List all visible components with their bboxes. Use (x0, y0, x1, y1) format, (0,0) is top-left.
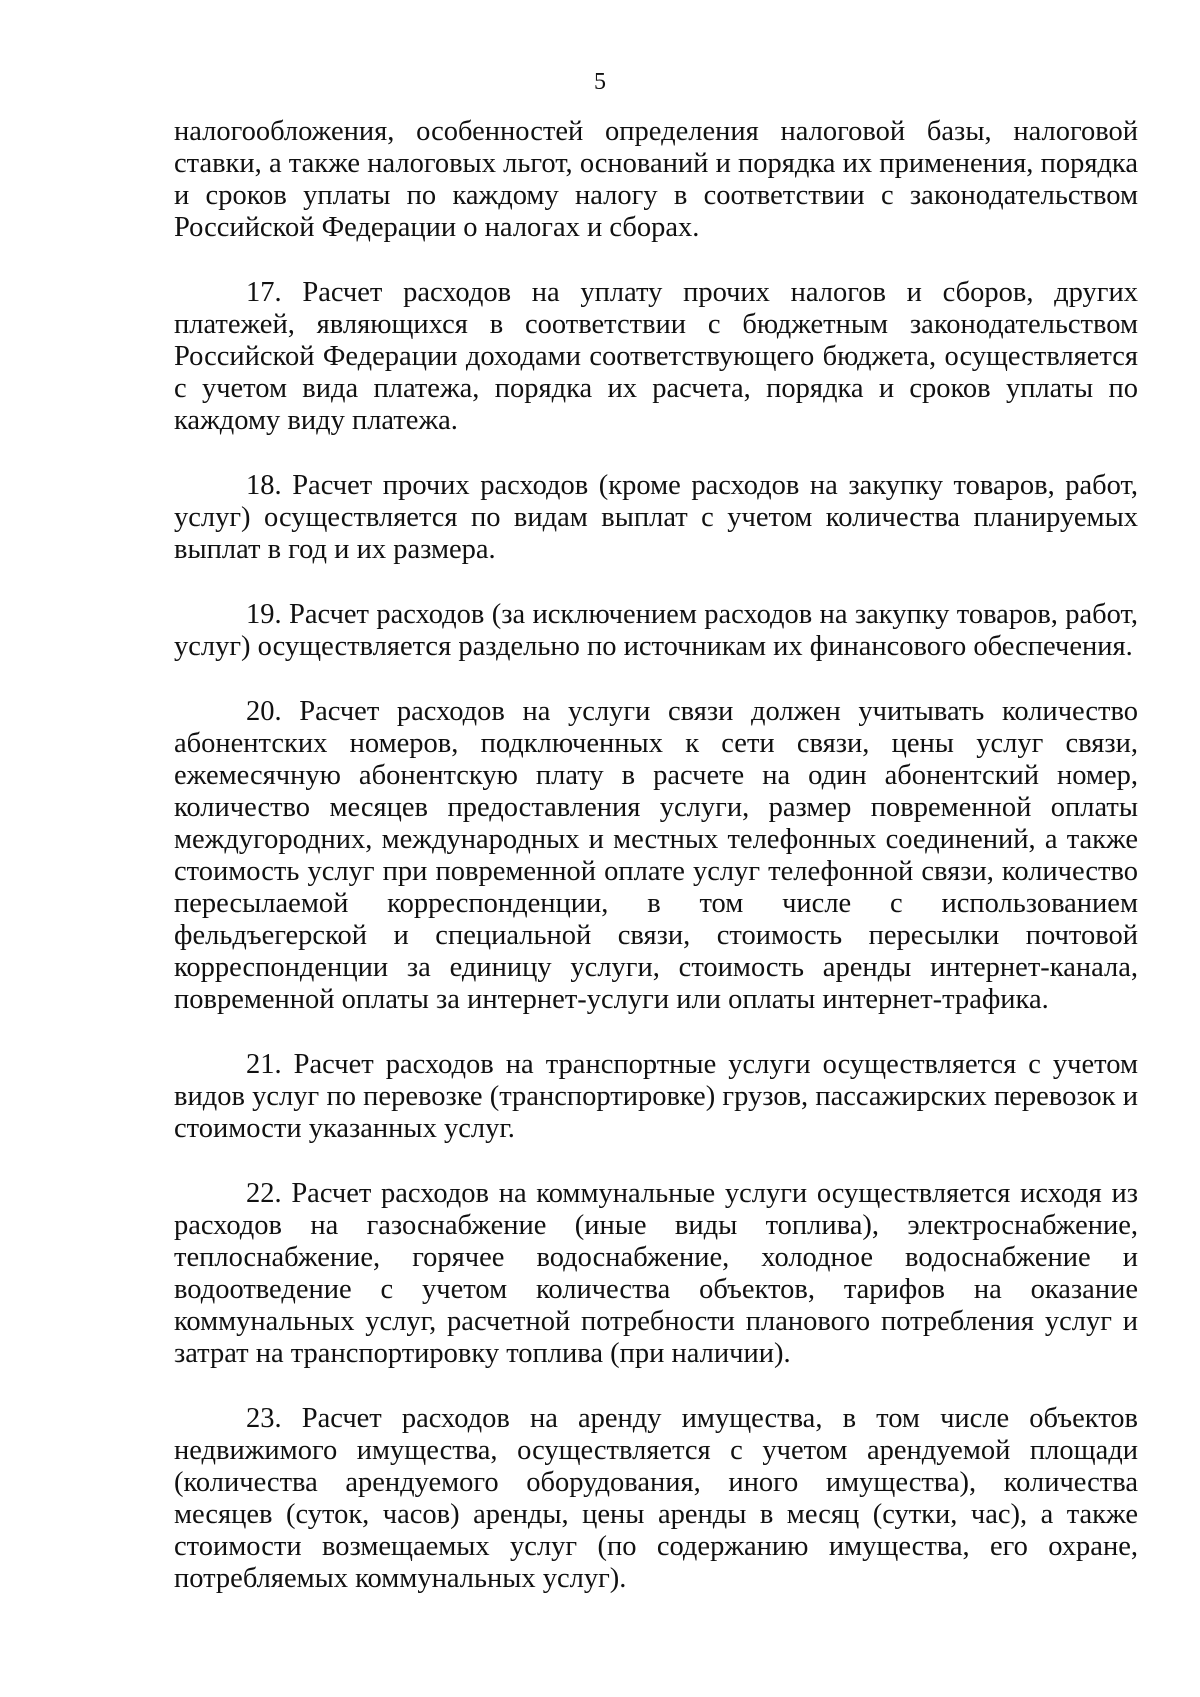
document-body (174, 116, 1138, 1628)
paragraph-21: 21. Расчет расходов на транспортные услуги осуществляется с учетом видов услуг по перевозке (транспортировке) грузов, пассажирских перевозок и стоимости указанных услуг. (174, 1049, 1138, 1144)
paragraph-continuation: налогообложения, особенностей определения налоговой базы, налоговой ставки, а также налоговых льгот, оснований и порядка их применения, порядка и сроков уплаты по каждому налогу в соответствии с законодательством Российской Федерации о налогах и сборах. (174, 116, 1138, 243)
paragraph-20: 20. Расчет расходов на услуги связи должен учитывать количество абонентских номеров, подключенных к сети связи, цены услуг связи, ежемесячную абонентскую плату в расчете на один абонентский номер, количество месяцев предоставления услуги, размер повременной оплаты междугородних, международных и местных телефонных соединений, а также стоимость услуг при повременной оплате услуг телефонной связи, количество пересылаемой корреспонденции, в том числе с использованием фельдъегерской и специальной связи, стоимость пересылки почтовой корреспонденции за единицу услуги, стоимость аренды интернет-канала, повременной оплаты за интернет-услуги или оплаты интернет-трафика. (174, 696, 1138, 1015)
paragraph-17: 17. Расчет расходов на уплату прочих налогов и сборов, других платежей, являющихся в соответствии с бюджетным законодательством Российской Федерации доходами соответствующего бюджета, осуществляется с учетом вида платежа, порядка их расчета, порядка и сроков уплаты по каждому виду платежа. (174, 277, 1138, 436)
paragraph-22: 22. Расчет расходов на коммунальные услуги осуществляется исходя из расходов на газоснабжение (иные виды топлива), электроснабжение, теплоснабжение, горячее водоснабжение, холодное водоснабжение и водоотведение с учетом количества объектов, тарифов на оказание коммунальных услуг, расчетной потребности планового потребления услуг и затрат на транспортировку топлива (при наличии). (174, 1178, 1138, 1369)
paragraph-19: 19. Расчет расходов (за исключением расходов на закупку товаров, работ, услуг) осуществляется раздельно по источникам их финансового обеспечения. (174, 599, 1138, 662)
paragraph-18: 18. Расчет прочих расходов (кроме расходов на закупку товаров, работ, услуг) осуществляется по видам выплат с учетом количества планируемых выплат в год и их размера. (174, 470, 1138, 565)
paragraph-23: 23. Расчет расходов на аренду имущества, в том числе объектов недвижимого имущества, осуществляется с учетом арендуемой площади (количества арендуемого оборудования, иного имущества), количества месяцев (суток, часов) аренды, цены аренды в месяц (сутки, час), а также стоимости возмещаемых услуг (по содержанию имущества, его охране, потребляемых коммунальных услуг). (174, 1403, 1138, 1594)
page-number: 5 (594, 69, 606, 95)
